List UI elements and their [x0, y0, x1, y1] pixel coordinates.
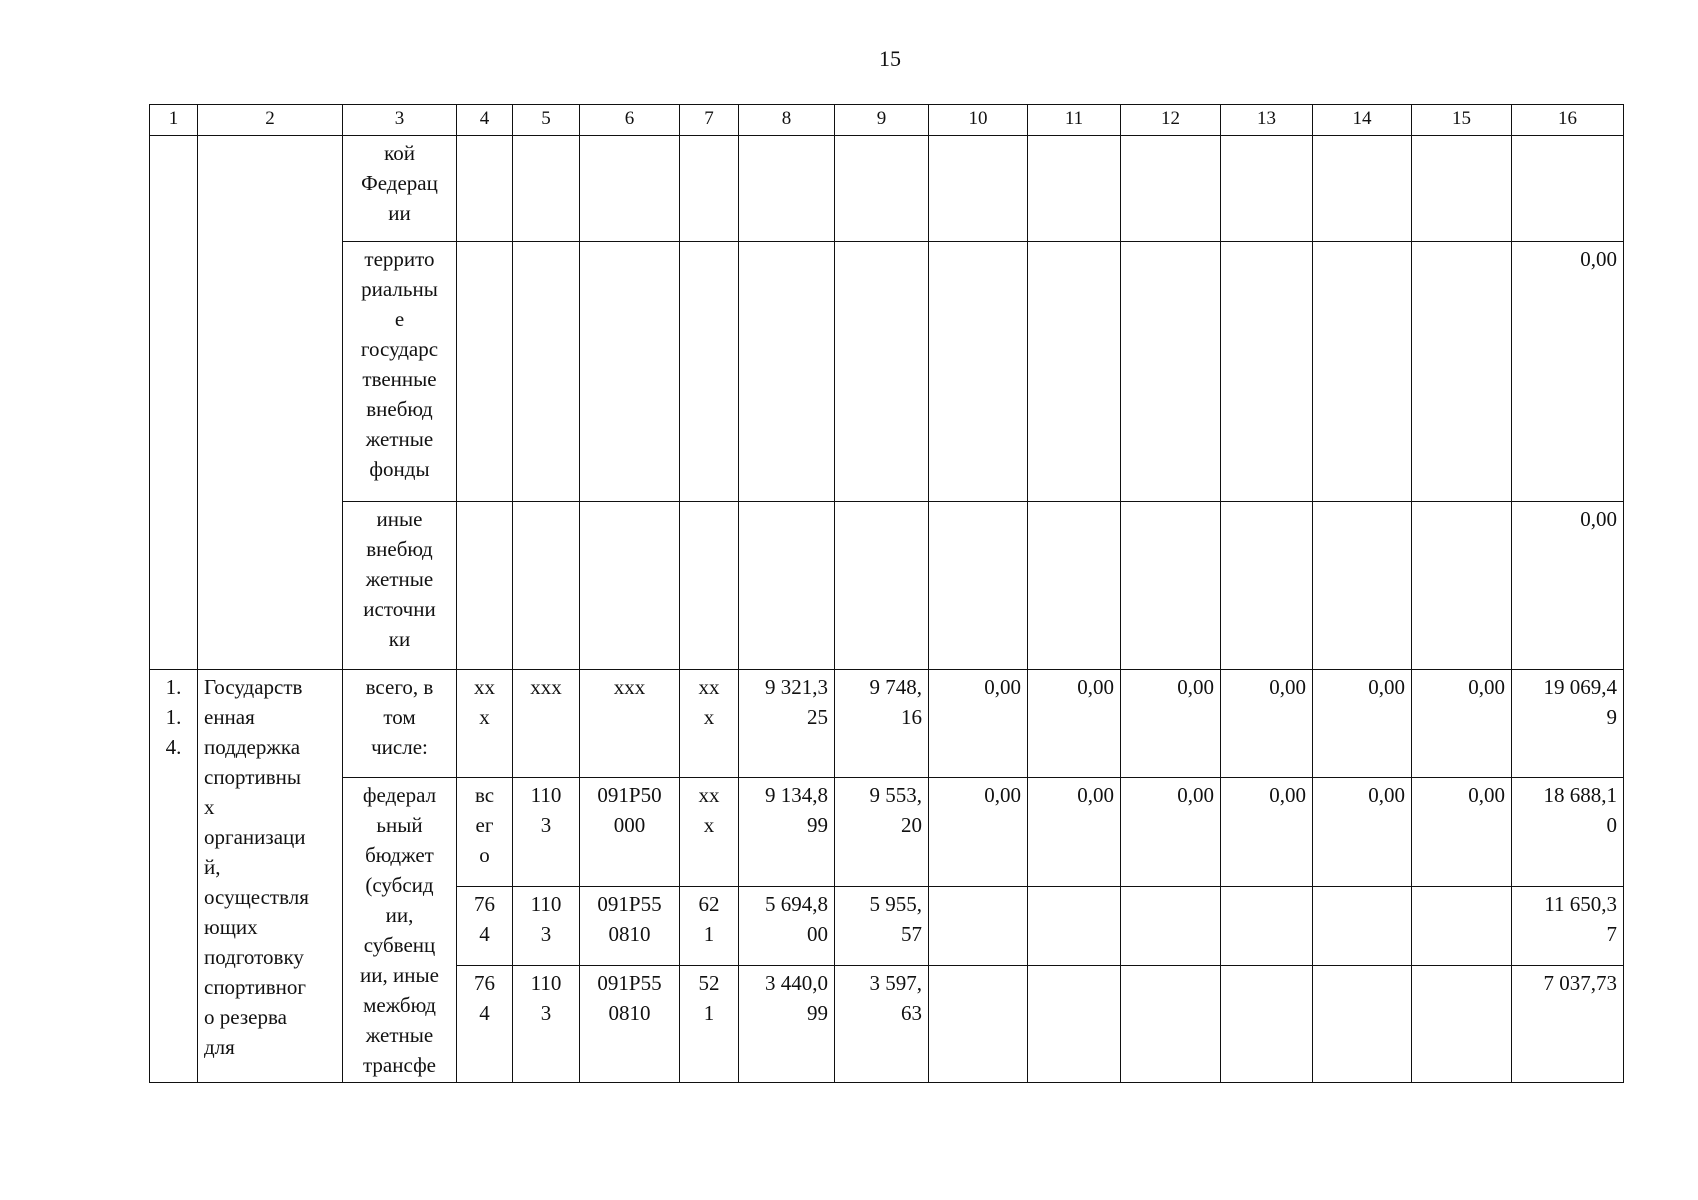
cell: [835, 502, 929, 670]
cell-amount: 0,00: [929, 670, 1028, 778]
cell: [739, 136, 835, 242]
header-cell-14: 14: [1313, 105, 1412, 136]
cell: [1313, 136, 1412, 242]
header-cell-11: 11: [1028, 105, 1121, 136]
cell-code: вс ег о: [457, 778, 513, 887]
header-cell-15: 15: [1412, 105, 1512, 136]
cell-total: 0,00: [1512, 242, 1624, 502]
header-cell-13: 13: [1221, 105, 1313, 136]
header-cell-3: 3: [343, 105, 457, 136]
cell: [580, 242, 680, 502]
cell-amount: 5 694,8 00: [739, 887, 835, 966]
cell-source-label: иные внебюд жетные источни ки: [343, 502, 457, 670]
cell-amount: 0,00: [1121, 778, 1221, 887]
cell-amount: 0,00: [929, 778, 1028, 887]
budget-table: [149, 104, 1624, 1083]
cell-amount: 0,00: [1412, 670, 1512, 778]
cell-code: 110 3: [513, 778, 580, 887]
cell: [1313, 502, 1412, 670]
cell: [1313, 242, 1412, 502]
cell-amount: 0,00: [1412, 778, 1512, 887]
cell: [1412, 502, 1512, 670]
cell-code: 110 3: [513, 887, 580, 966]
header-cell-7: 7: [680, 105, 739, 136]
cell: [1221, 887, 1313, 966]
cell: [1121, 502, 1221, 670]
cell: [1028, 242, 1121, 502]
cell: [1028, 887, 1121, 966]
cell: [1028, 965, 1121, 1082]
cell-code: 76 4: [457, 887, 513, 966]
cell-code: ххх: [513, 670, 580, 778]
cell-source-label: федерал ьный бюджет (субсид ии, субвенц ии, иные межбюд жетные трансфе: [343, 778, 457, 1083]
page-number: 15: [879, 46, 901, 71]
cell-total: 18 688,1 0: [1512, 778, 1624, 887]
cell-amount: 0,00: [1221, 778, 1313, 887]
cell-amount: 3 440,0 99: [739, 965, 835, 1082]
cell: [680, 502, 739, 670]
cell-amount: 9 553, 20: [835, 778, 929, 887]
cell: [1221, 502, 1313, 670]
cell-amount: 9 321,3 25: [739, 670, 835, 778]
cell-total: 7 037,73: [1512, 965, 1624, 1082]
table-row: [150, 670, 1624, 778]
cell-amount: 0,00: [1313, 778, 1412, 887]
cell: [929, 136, 1028, 242]
cell: [1028, 502, 1121, 670]
cell-total: 0,00: [1512, 502, 1624, 670]
cell-amount: 9 748, 16: [835, 670, 929, 778]
cell-total: 11 650,3 7: [1512, 887, 1624, 966]
cell: [739, 502, 835, 670]
header-cell-16: 16: [1512, 105, 1624, 136]
cell-code: 52 1: [680, 965, 739, 1082]
cell: [580, 502, 680, 670]
cell: [835, 242, 929, 502]
cell-continued-name: [198, 136, 343, 670]
cell: [1412, 136, 1512, 242]
cell: [580, 136, 680, 242]
cell: [680, 242, 739, 502]
header-cell-8: 8: [739, 105, 835, 136]
cell: [929, 242, 1028, 502]
cell: [1412, 887, 1512, 966]
cell: [1313, 965, 1412, 1082]
table-row: [150, 136, 1624, 242]
cell: [929, 887, 1028, 966]
cell: [1412, 965, 1512, 1082]
cell-total: [1512, 136, 1624, 242]
cell: [1313, 887, 1412, 966]
cell-amount: 3 597, 63: [835, 965, 929, 1082]
cell: [1121, 136, 1221, 242]
cell-code: 091Р55 0810: [580, 965, 680, 1082]
cell-code: 091Р50 000: [580, 778, 680, 887]
table-row: [150, 502, 1624, 670]
table-row: [150, 778, 1624, 887]
header-cell-12: 12: [1121, 105, 1221, 136]
cell-code: хх х: [457, 670, 513, 778]
cell-amount: 0,00: [1313, 670, 1412, 778]
cell-code: 110 3: [513, 965, 580, 1082]
cell-source-label: террито риальны е государс твенные внебюд жетные фонды: [343, 242, 457, 502]
cell: [929, 965, 1028, 1082]
cell-item-name: Государств енная поддержка спортивны х организаци й, осуществля ющих подготовку спортивног о резерва для: [198, 670, 343, 1083]
cell-amount: 0,00: [1028, 778, 1121, 887]
cell: [1121, 965, 1221, 1082]
cell-item-number: 1. 1. 4.: [150, 670, 198, 1083]
header-cell-6: 6: [580, 105, 680, 136]
header-cell-4: 4: [457, 105, 513, 136]
cell-amount: 9 134,8 99: [739, 778, 835, 887]
cell: [680, 136, 739, 242]
cell: [929, 502, 1028, 670]
cell-amount: 0,00: [1221, 670, 1313, 778]
cell-amount: 5 955, 57: [835, 887, 929, 966]
cell-amount: 0,00: [1028, 670, 1121, 778]
cell: [1121, 242, 1221, 502]
header-cell-9: 9: [835, 105, 929, 136]
cell: [513, 242, 580, 502]
cell: [513, 502, 580, 670]
cell: [1412, 242, 1512, 502]
cell-code: хх х: [680, 670, 739, 778]
header-cell-10: 10: [929, 105, 1028, 136]
cell-code: ххх: [580, 670, 680, 778]
cell-code: 091Р55 0810: [580, 887, 680, 966]
cell-code: 62 1: [680, 887, 739, 966]
cell-code: хх х: [680, 778, 739, 887]
header-row: [150, 105, 1624, 136]
cell: [1028, 136, 1121, 242]
cell: [457, 136, 513, 242]
cell: [739, 242, 835, 502]
cell: [1221, 965, 1313, 1082]
cell: [457, 242, 513, 502]
cell-source-label: всего, в том числе:: [343, 670, 457, 778]
header-cell-2: 2: [198, 105, 343, 136]
header-cell-5: 5: [513, 105, 580, 136]
cell: [1221, 242, 1313, 502]
cell: [1121, 887, 1221, 966]
cell-code: 76 4: [457, 965, 513, 1082]
cell-source-label: кой Федерац ии: [343, 136, 457, 242]
cell: [1221, 136, 1313, 242]
cell-amount: 0,00: [1121, 670, 1221, 778]
cell: [457, 502, 513, 670]
cell-continued-number: [150, 136, 198, 670]
cell: [835, 136, 929, 242]
cell-total: 19 069,4 9: [1512, 670, 1624, 778]
table-row: [150, 242, 1624, 502]
header-cell-1: 1: [150, 105, 198, 136]
cell: [513, 136, 580, 242]
